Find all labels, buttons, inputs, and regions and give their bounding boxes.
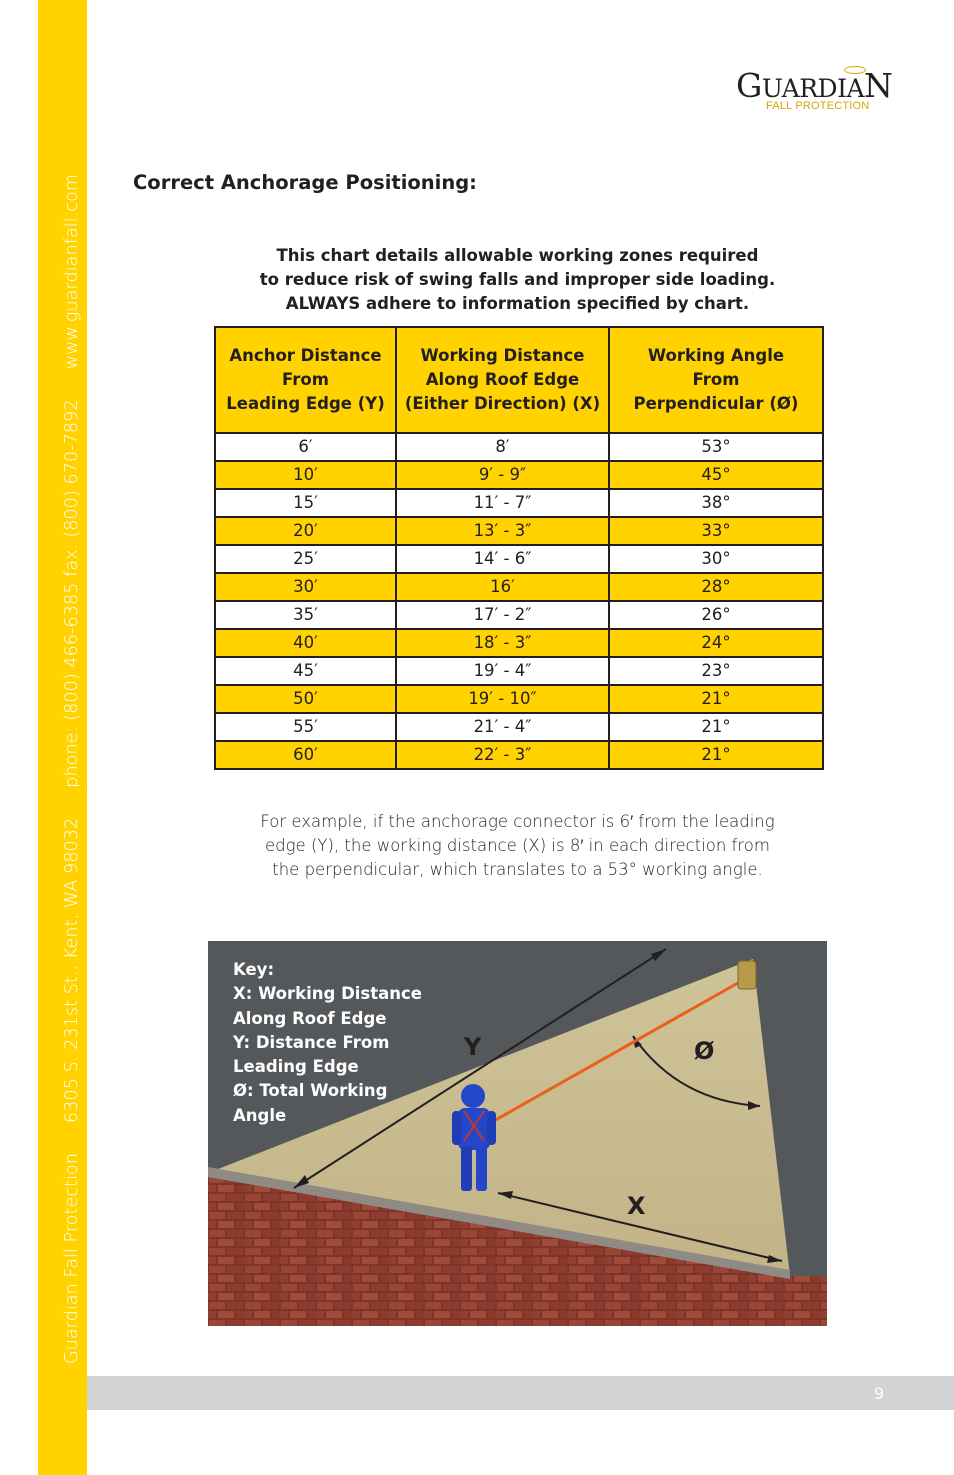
cell-anchor-distance: 35′ [215,601,396,629]
cell-working-distance: 8′ [396,433,609,461]
key-line: Key: [233,960,275,979]
cell-working-angle: 21° [609,741,823,769]
cell-anchor-distance: 50′ [215,685,396,713]
table-row [215,461,823,489]
key-line: Along Roof Edge [233,1008,387,1028]
cell-working-angle: 21° [609,685,823,713]
cell-working-angle: 33° [609,517,823,545]
header-working-angle: Working Angle From Perpendicular (Ø) [609,327,823,433]
cell-working-distance: 17′ - 2″ [396,601,609,629]
cell-working-angle: 28° [609,573,823,601]
cell-working-distance: 18′ - 3″ [396,629,609,657]
cell-working-angle: 53° [609,433,823,461]
table-row [215,433,823,461]
anchor-post-icon [738,961,756,989]
cell-working-distance: 13′ - 3″ [396,517,609,545]
cell-anchor-distance: 55′ [215,713,396,741]
table-row [215,601,823,629]
chart-intro [214,244,821,316]
header-working-distance: Working Distance Along Roof Edge (Either Direction) (X) [396,327,609,433]
cell-anchor-distance: 20′ [215,517,396,545]
cell-working-angle: 24° [609,629,823,657]
label-x: X [627,1192,646,1220]
diagram-key [233,958,423,1128]
cell-working-distance: 19′ - 4″ [396,657,609,685]
cell-working-angle: 26° [609,601,823,629]
logo-tagline: FALL PROTECTION [766,100,870,112]
cell-working-distance: 19′ - 10″ [396,685,609,713]
logo-wordmark: GUARDIAN [736,66,893,105]
label-angle: Ø [694,1037,715,1065]
key-line: Y: Distance From [233,1032,390,1052]
cell-working-distance: 21′ - 4″ [396,713,609,741]
header-anchor-distance: Anchor Distance From Leading Edge (Y) [215,327,396,433]
side-contact-strip [62,174,82,1364]
cell-working-distance: 16′ [396,573,609,601]
intro-line: This chart details allowable working zones required [276,246,759,265]
company-address: 6305 S. 231st St., Kent, WA 98032 [62,817,82,1123]
page-number: 9 [873,1384,884,1403]
table-row [215,685,823,713]
key-line: Leading Edge [233,1057,359,1077]
table-row [215,713,823,741]
cell-working-distance: 22′ - 3″ [396,741,609,769]
key-line: Ø: Total Working [233,1081,388,1101]
table-row [215,545,823,573]
cell-working-angle: 45° [609,461,823,489]
guardian-logo [736,66,892,116]
cell-anchor-distance: 45′ [215,657,396,685]
cell-anchor-distance: 10′ [215,461,396,489]
label-y: Y [464,1033,482,1061]
cell-working-angle: 30° [609,545,823,573]
cell-working-angle: 21° [609,713,823,741]
company-website[interactable]: www.guardianfall.com [62,173,82,370]
table-row [215,517,823,545]
cell-anchor-distance: 60′ [215,741,396,769]
cell-working-angle: 23° [609,657,823,685]
example-line: the perpendicular, which translates to a 53° working angle. [272,860,763,879]
key-line: X: Working Distance [233,984,422,1004]
cell-working-angle: 38° [609,489,823,517]
table-row [215,657,823,685]
cell-anchor-distance: 6′ [215,433,396,461]
cell-anchor-distance: 25′ [215,545,396,573]
table-row [215,741,823,769]
example-line: edge (Y), the working distance (X) is 8′ in each direction from [265,836,770,855]
company-name: Guardian Fall Protection [62,1152,82,1364]
working-zone-table [214,326,824,770]
footer-band [87,1376,954,1410]
intro-line: to reduce risk of swing falls and improper side loading. [259,270,776,289]
anchorage-diagram [208,941,827,1326]
intro-line: ALWAYS adhere to information specified by chart. [285,294,750,313]
table-header-row [215,327,823,433]
company-phone-fax: phone: (800) 466-6385 fax: (800) 670-7892 [62,399,82,788]
cell-anchor-distance: 40′ [215,629,396,657]
example-text [214,810,821,882]
key-line: Angle [233,1105,287,1125]
cell-working-distance: 11′ - 7″ [396,489,609,517]
cell-anchor-distance: 30′ [215,573,396,601]
cell-anchor-distance: 15′ [215,489,396,517]
table-row [215,573,823,601]
cell-working-distance: 14′ - 6″ [396,545,609,573]
section-title: Correct Anchorage Positioning: [133,171,477,194]
table-row [215,489,823,517]
example-line: For example, if the anchorage connector is 6′ from the leading [260,812,775,831]
table-row [215,629,823,657]
cell-working-distance: 9′ - 9″ [396,461,609,489]
